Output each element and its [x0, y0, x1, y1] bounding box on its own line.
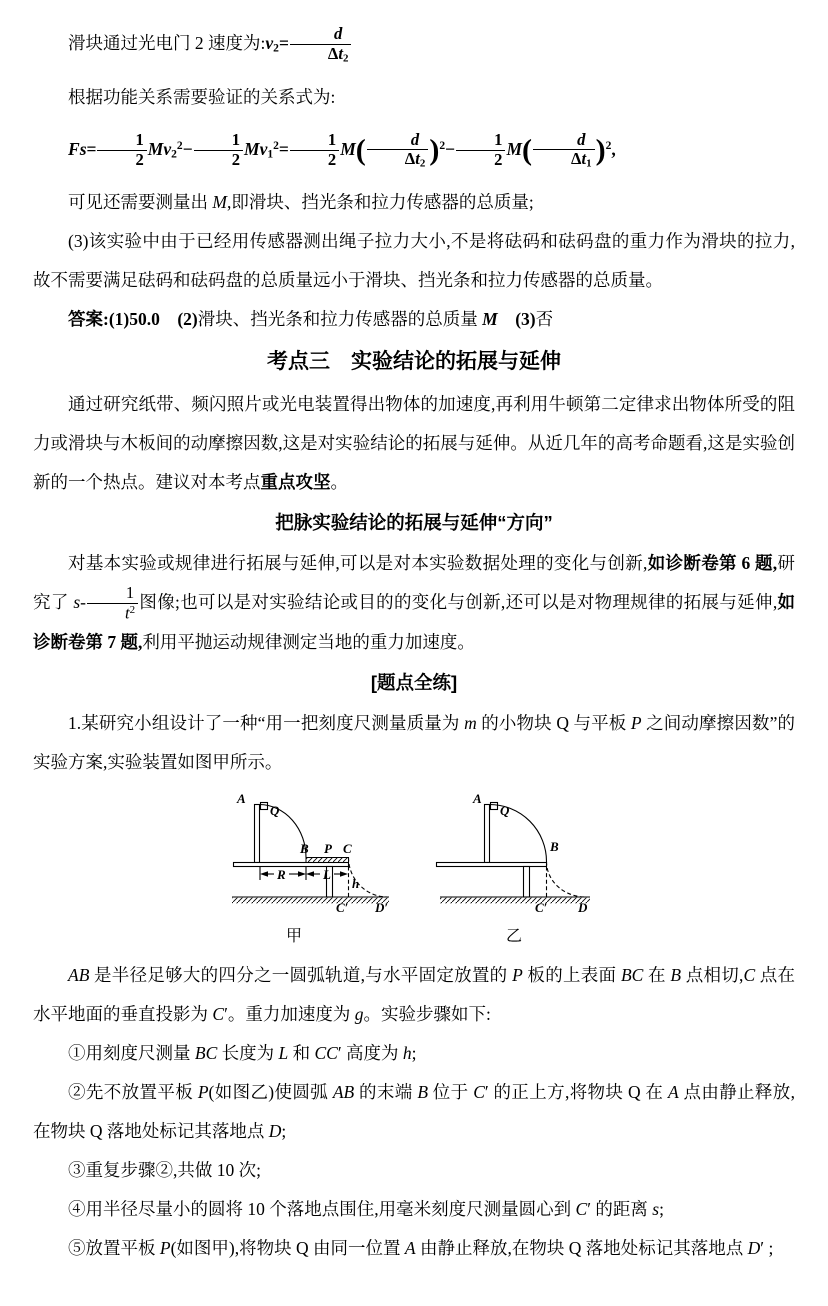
- answer-line: 答案:(1)50.0 (2)滑块、挡光条和拉力传感器的总质量 M (3)否: [68, 308, 554, 329]
- arc-track: [490, 805, 547, 862]
- ground-hatch: [440, 898, 590, 904]
- table-leg: [524, 867, 530, 898]
- section-heading-kaodian3: 考点三 实验结论的拓展与延伸: [267, 349, 561, 373]
- velocity-formula-line: 滑块通过光电门 2 速度为:v2= $\frac{d}{\Delta t2}$: [33, 14, 795, 78]
- label-D: D: [578, 900, 588, 916]
- figure-jia-drawing: [228, 787, 396, 949]
- step-5: ⑤放置平板 P(如图甲),将物块 Q 由同一位置 A 由静止释放,在物块 Q 落地处标记其落地点 D′ ;: [68, 1238, 774, 1259]
- subheading-bamai: 把脉实验结论的拓展与延伸“方向”: [275, 511, 553, 533]
- label-h: h: [352, 876, 360, 892]
- figure-yi: [432, 787, 600, 954]
- extend-paragraph: 对基本实验或规律进行拓展与延伸,可以是对本实验数据处理的变化与创新,如诊断卷第 6 题,研究了 s- $\frac{1}{t^2}$ 图像;也可以是对实验结论或目的的变化与创新,还可以是对物理规律的拓展与延伸,如诊断卷第 7 题,利用平抛运动规律测定当地的重力加速度。: [33, 552, 796, 653]
- label-B: B: [550, 839, 559, 855]
- label-C-prime: C′: [535, 900, 548, 916]
- label-B: B: [300, 841, 309, 857]
- label-R: R: [277, 867, 286, 883]
- step-3: ③重复步骤②,共做 10 次;: [68, 1160, 261, 1181]
- label-D-prime: D′: [375, 900, 389, 916]
- trajectory: [547, 862, 586, 898]
- figure-yi-caption: 乙: [506, 928, 523, 946]
- label-C-prime: C′: [336, 900, 349, 916]
- label-C: C: [343, 841, 352, 857]
- arrowhead: [298, 871, 306, 877]
- label-Q: Q: [270, 803, 280, 819]
- trajectory: [349, 858, 388, 898]
- intro-paragraph: 通过研究纸带、频闪照片或光电装置得出物体的加速度,再利用牛顿第二定律求出物体所受的阻力或滑块与木板间的动摩擦因数,这是对实验结论的拓展与延伸。从近几年的高考命题看,这是实验创新的一个热点。建议对本考点重点攻坚。: [33, 393, 795, 492]
- ab-description-paragraph: AB 是半径足够大的四分之一圆弧轨道,与水平固定放置的 P 板的上表面 BC 在 B 点相切,C 点在水平地面的垂直投影为 C′。重力加速度为 g。实验步骤如下:: [33, 965, 796, 1025]
- stand-post: [255, 805, 260, 863]
- stand-post: [485, 805, 490, 863]
- measure-mass-note: 可见还需要测量出 M,即滑块、挡光条和拉力传感器的总质量;: [68, 191, 534, 212]
- ground-hatch: [232, 898, 389, 904]
- figure-yi-drawing: [432, 787, 600, 949]
- block-q: [261, 803, 268, 810]
- block-q: [491, 803, 498, 810]
- label-A: A: [237, 791, 246, 807]
- arrowhead: [260, 871, 268, 877]
- label-L: L: [323, 867, 331, 883]
- arrowhead: [340, 871, 348, 877]
- label-P: P: [324, 841, 332, 857]
- plate-p: [306, 858, 349, 863]
- figure-jia: [228, 787, 396, 954]
- step-4: ④用半径尽量小的圆将 10 个落地点围住,用毫米刻度尺测量圆心到 C′ 的距离 s;: [68, 1199, 664, 1220]
- subheading-tidian-quanlian: [题点全练]: [370, 672, 458, 694]
- figure-jia-caption: 甲: [286, 928, 303, 946]
- step-2: ②先不放置平板 P(如图乙)使圆弧 AB 的末端 B 位于 C′ 的正上方,将物块 Q 在 A 点由静止释放,在物块 Q 落地处标记其落地点 D;: [33, 1082, 796, 1142]
- question1-paragraph: 1.某研究小组设计了一种“用一把刻度尺测量质量为 m 的小物块 Q 与平板 P 之间动摩擦因数”的实验方案,实验装置如图甲所示。: [33, 713, 795, 773]
- table-top: [437, 863, 547, 867]
- arrowhead: [306, 871, 314, 877]
- verify-intro-line: 根据功能关系需要验证的关系式为:: [68, 86, 336, 107]
- item3-paragraph: (3)该实验中由于已经用传感器测出绳子拉力大小,不是将砝码和砝码盘的重力作为滑块的拉力,故不需要满足砝码和砝码盘的总质量远小于滑块、挡光条和拉力传感器的总质量。: [33, 230, 795, 290]
- step-1: ①用刻度尺测量 BC 长度为 L 和 CC′ 高度为 h;: [68, 1043, 417, 1064]
- label-Q: Q: [500, 803, 510, 819]
- table-top: [234, 863, 349, 867]
- label-A: A: [473, 791, 482, 807]
- figure-row: [33, 787, 795, 954]
- work-energy-formula: Fs= $\frac{1}{2}$ $Mv2^2-$ $\frac{1}{2}$ $Mv1^2=$ $\frac{1}{2}$ M( $\frac{d}{\Delta t2}$ )$^2$− $\frac{1}{2}$ M( $\frac{d}{\Delta t1}$ )$^2$,: [68, 129, 616, 170]
